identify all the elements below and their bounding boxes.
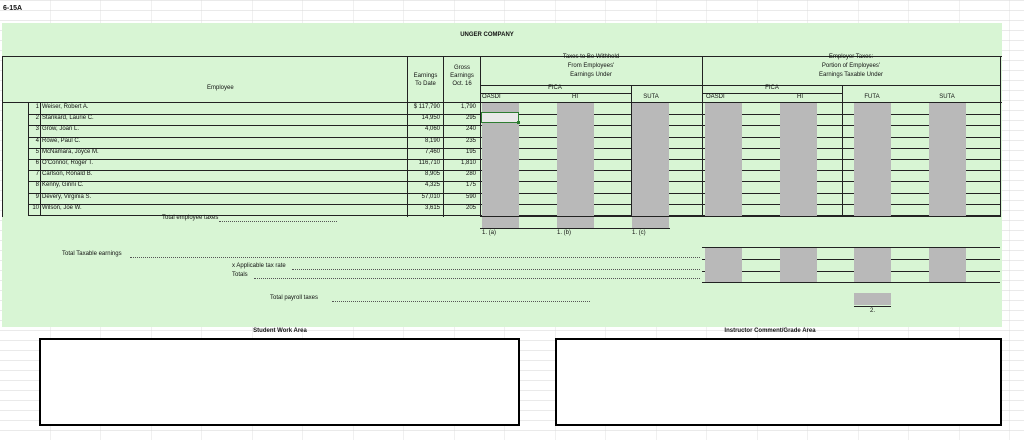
- row-number: 1: [35, 104, 39, 110]
- gross-earnings: 205: [465, 204, 476, 211]
- gross-earnings: 1,790: [460, 104, 476, 110]
- employee-name: Devery, Virginia S.: [42, 193, 92, 200]
- earnings-to-date-header-1: Earnings: [413, 73, 438, 79]
- total-taxable-earnings-label: Total Taxable earnings: [62, 251, 122, 257]
- emp-oasdi-input-cells[interactable]: [705, 103, 742, 216]
- gross-earnings: 590: [465, 193, 476, 200]
- col-oasdi: OASDI: [482, 94, 501, 100]
- employer-header-3: Earnings Taxable Under: [819, 72, 883, 78]
- earnings-to-date: 57,010: [421, 193, 440, 200]
- row-number: 4: [35, 137, 39, 144]
- futa-input-cells[interactable]: [854, 103, 891, 216]
- ref-1a: 1. (a): [482, 230, 497, 236]
- gross-earnings: 240: [465, 126, 476, 133]
- ref-1c: 1. (c): [632, 230, 646, 236]
- emp-suta-taxable-cells[interactable]: [929, 248, 966, 282]
- employee-name: Wilson, Joe W.: [42, 204, 82, 211]
- gross-earnings: 280: [465, 171, 476, 178]
- earnings-to-date: 4,060: [424, 126, 440, 133]
- col-suta: SUTA: [643, 94, 659, 100]
- table-row: [2, 181, 480, 192]
- selected-cell[interactable]: [481, 112, 519, 123]
- ref-2: 2.: [869, 308, 875, 314]
- emp-hi-input-cells[interactable]: [780, 103, 817, 216]
- sheet-id: 6-15A: [3, 5, 23, 12]
- total-employee-taxes-label: Total employee taxes: [162, 215, 219, 221]
- table-row: [2, 193, 480, 204]
- col-emp-suta: SUTA: [939, 94, 955, 100]
- futa-taxable-cells[interactable]: [854, 248, 891, 282]
- earnings-to-date: 8,905: [424, 171, 440, 178]
- row-number: 6: [35, 160, 39, 166]
- employer-fica-header: FICA: [765, 85, 779, 91]
- student-work-area[interactable]: [39, 338, 520, 426]
- earnings-to-date: 8,190: [424, 137, 440, 144]
- withheld-header-2: From Employees': [567, 63, 615, 69]
- col-futa: FUTA: [864, 94, 880, 100]
- employee-header: Employee: [207, 85, 234, 91]
- suta-input-cells[interactable]: [632, 103, 669, 228]
- employee-name: O'Connor, Roger T.: [42, 160, 94, 166]
- table-row: [2, 137, 480, 148]
- earnings-to-date-header-2: To Date: [415, 81, 436, 87]
- table-row: [2, 170, 480, 181]
- row-number: 2: [35, 115, 39, 122]
- hi-input-cells[interactable]: [557, 103, 594, 228]
- student-work-area-label: Student Work Area: [253, 328, 307, 334]
- withheld-header-1: Taxes to Be Withheld: [562, 54, 620, 60]
- instructor-comment-area[interactable]: [555, 338, 1002, 426]
- table-row: [2, 159, 480, 170]
- row-number: 7: [35, 171, 39, 178]
- gross-header-2: Earnings: [450, 73, 474, 79]
- row-number: 9: [35, 193, 39, 200]
- company-title: UNGER COMPANY: [460, 32, 514, 38]
- table-row: [2, 114, 480, 125]
- row-number: 3: [35, 126, 39, 133]
- col-emp-oasdi: OASDI: [706, 94, 725, 100]
- ref-1b: 1. (b): [557, 230, 572, 236]
- table-row: [2, 125, 480, 136]
- table-row: [2, 148, 480, 159]
- earnings-to-date: 7,460: [424, 148, 440, 155]
- row-number: 10: [32, 204, 39, 211]
- employee-name: McNamara, Joyce M.: [42, 148, 99, 155]
- earnings-to-date: 116,710: [418, 160, 440, 166]
- earnings-to-date: 14,950: [421, 115, 440, 122]
- table-row: [2, 204, 480, 215]
- instructor-area-label: Instructor Comment/Grade Area: [724, 328, 816, 334]
- worksheet-panel: [2, 23, 1002, 327]
- table-row: [2, 103, 480, 114]
- earnings-to-date: 4,325: [424, 182, 440, 189]
- col-emp-hi: HI: [797, 94, 803, 100]
- fica-header: FICA: [548, 85, 562, 91]
- emp-oasdi-taxable-cells[interactable]: [705, 248, 742, 282]
- gross-earnings: 1,810: [460, 160, 476, 166]
- total-payroll-taxes-cell[interactable]: [854, 293, 891, 305]
- emp-hi-taxable-cells[interactable]: [780, 248, 817, 282]
- employee-name: Carlson, Ronald B.: [42, 171, 93, 178]
- employee-name: Stankard, Laurie C.: [42, 115, 94, 122]
- employee-name: Weiser, Robert A.: [42, 104, 89, 110]
- employer-header-2: Portion of Employees': [821, 63, 881, 69]
- col-hi: HI: [572, 94, 578, 100]
- totals-label: Totals: [232, 272, 248, 278]
- earnings-to-date: $ 117,790: [413, 104, 440, 110]
- fill-handle[interactable]: [517, 121, 520, 124]
- gross-earnings: 175: [465, 182, 476, 189]
- gross-earnings: 235: [465, 137, 476, 144]
- gross-earnings: 295: [465, 115, 476, 122]
- applicable-tax-rate-label: x Applicable tax rate: [232, 263, 286, 269]
- row-number: 8: [35, 182, 39, 189]
- employee-name: Rowe, Paul C.: [42, 137, 81, 144]
- gross-header-1: Gross: [453, 65, 470, 71]
- employee-name: Kenny, Ginni C.: [42, 182, 84, 189]
- gross-earnings: 195: [465, 148, 476, 155]
- employee-name: Grow, Joan L.: [42, 126, 80, 133]
- total-payroll-taxes-label: Total payroll taxes: [270, 295, 319, 301]
- emp-suta-input-cells[interactable]: [929, 103, 966, 216]
- withheld-header-3: Earnings Under: [570, 72, 612, 78]
- row-number: 5: [35, 148, 39, 155]
- earnings-to-date: 3,615: [424, 204, 440, 211]
- gross-header-3: Oct. 16: [452, 81, 472, 87]
- employer-header-1: Employer Taxes:: [828, 54, 874, 60]
